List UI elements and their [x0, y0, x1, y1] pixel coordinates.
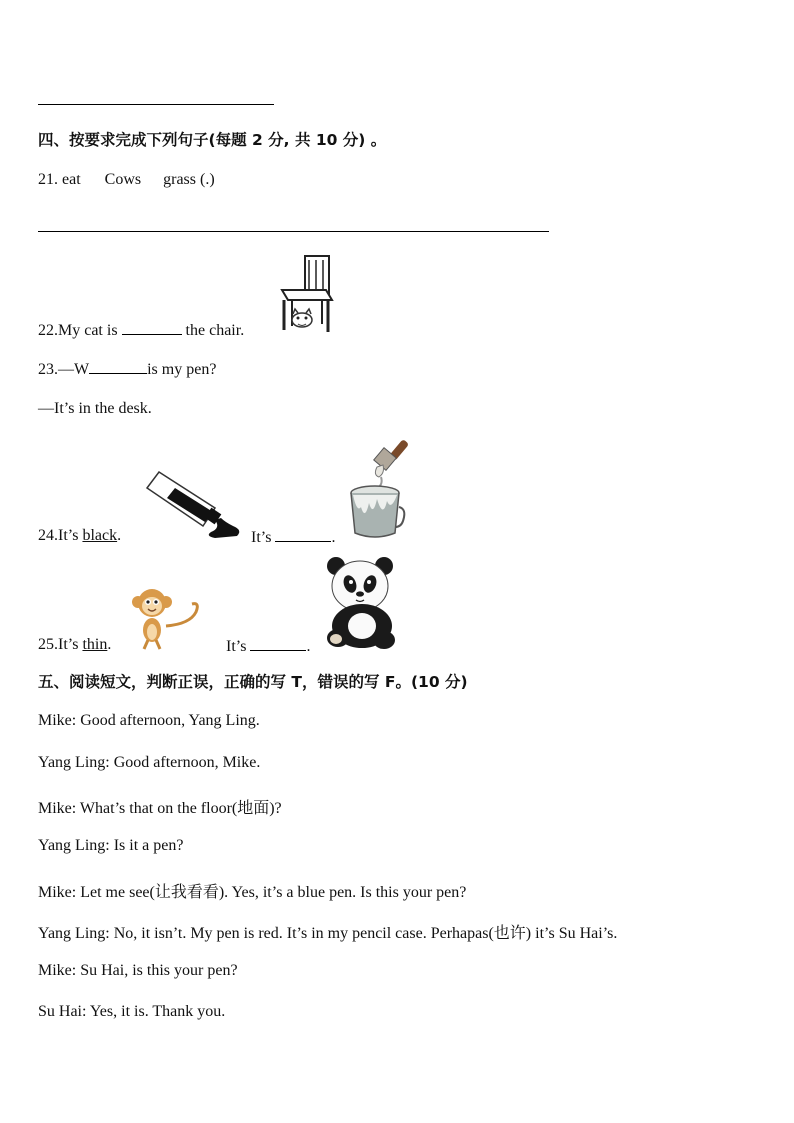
- q25-dot: .: [107, 636, 112, 653]
- q21-number: 21.: [38, 171, 58, 188]
- paint-tube-icon: [145, 470, 240, 540]
- question-22: [38, 320, 244, 340]
- q24-end: .: [331, 529, 336, 546]
- dialogue-line: Mike: Let me see(让我看看). Yes, it’s a blue pen. Is this your pen?: [38, 884, 467, 901]
- dialogue-line: Yang Ling: Good afternoon, Mike.: [38, 754, 261, 771]
- q23-prefix: 23.—W: [38, 361, 90, 378]
- q21-answer-line[interactable]: [38, 231, 549, 232]
- answer-line-top: [38, 104, 274, 105]
- dialogue-line: Su Hai: Yes, it is. Thank you.: [38, 1003, 226, 1020]
- q22-prefix: 22.My cat is: [38, 322, 118, 339]
- chair-with-cat-icon: [278, 254, 334, 334]
- question-24: [38, 527, 121, 545]
- q25-blank[interactable]: [250, 636, 306, 651]
- section-4-heading: 四、按要求完成下列句子(每题 2 分, 共 10 分) 。: [38, 131, 387, 149]
- panda-icon: [322, 554, 402, 650]
- q24-blank[interactable]: [275, 527, 331, 542]
- q24-second-prefix: It’s: [251, 529, 272, 546]
- question-23: [38, 359, 216, 379]
- q24-word: black: [82, 527, 118, 544]
- q24-prefix: 24.It’s: [38, 527, 79, 544]
- question-25: [38, 636, 111, 654]
- question-21: [38, 171, 215, 189]
- q23-answer: —It’s in the desk.: [38, 400, 152, 417]
- q22-suffix: the chair.: [185, 322, 245, 339]
- q25-prefix: 25.It’s: [38, 636, 79, 653]
- dialogue-line: Mike: Su Hai, is this your pen?: [38, 962, 238, 979]
- monkey-icon: [130, 586, 206, 650]
- paint-bucket-icon: [347, 437, 427, 541]
- dialogue-line: Mike: What’s that on the floor(地面)?: [38, 800, 282, 817]
- dialogue-line: Mike: Good afternoon, Yang Ling.: [38, 712, 260, 729]
- q21-word-1: eat: [62, 171, 81, 188]
- q25-word: thin: [82, 636, 108, 653]
- dialogue-line: Yang Ling: No, it isn’t. My pen is red. It’s in my pencil case. Perhapas(也许) it’s Su Hai’s.: [38, 925, 618, 942]
- q22-blank[interactable]: [122, 320, 182, 335]
- q25-end: .: [306, 638, 311, 655]
- q23-suffix: is my pen?: [147, 361, 217, 378]
- q23-blank[interactable]: [89, 359, 147, 374]
- question-25-second: [226, 636, 310, 656]
- section-5-heading: 五、阅读短文，判断正误，正确的写 T，错误的写 F。(10 分): [38, 673, 468, 691]
- q21-word-2: Cows: [104, 171, 142, 188]
- q25-second-prefix: It’s: [226, 638, 247, 655]
- q24-dot: .: [117, 527, 122, 544]
- q21-word-3: grass (.): [163, 171, 215, 188]
- dialogue-line: Yang Ling: Is it a pen?: [38, 837, 184, 854]
- question-24-second: [251, 527, 335, 547]
